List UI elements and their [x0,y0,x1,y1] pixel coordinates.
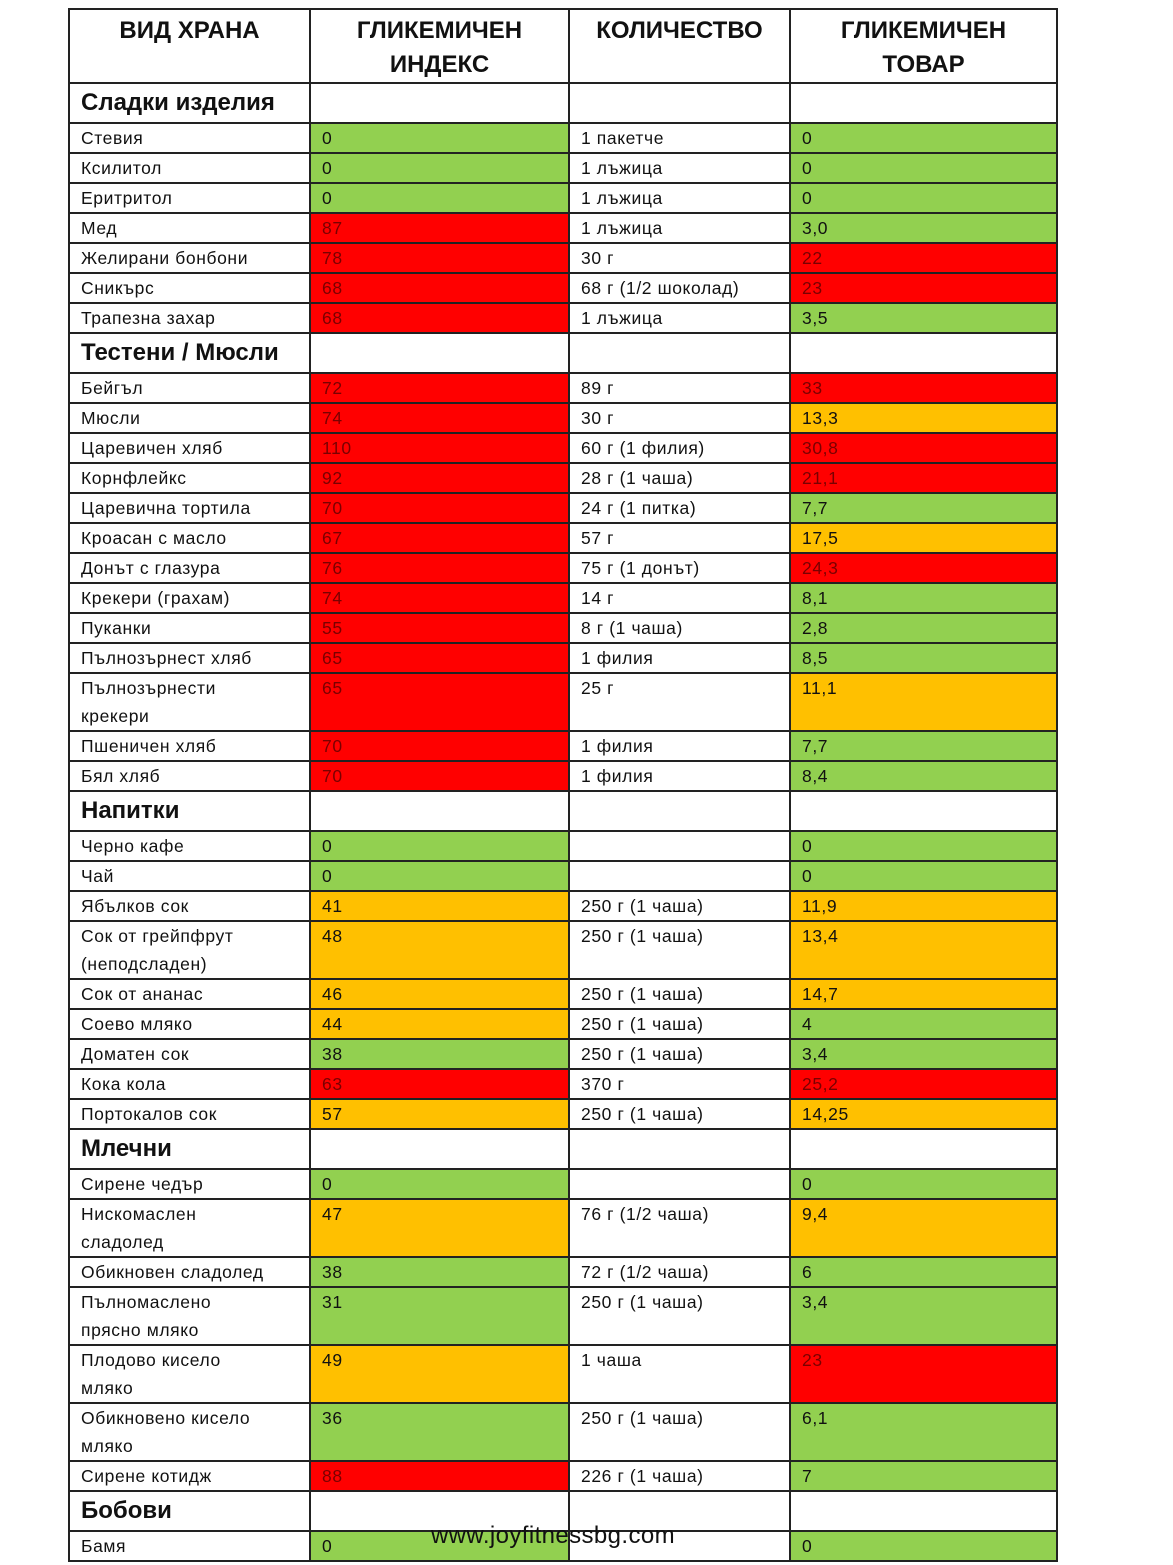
food-name: Пшеничен хляб [69,731,310,761]
glycemic-load-cell: 23 [790,273,1057,303]
table-row [69,373,1057,403]
glycemic-load-cell: 7,7 [790,493,1057,523]
quantity-cell: 250 г (1 чаша) [569,979,790,1009]
empty-cell [310,791,569,831]
food-name: Ксилитол [69,153,310,183]
category-row [69,83,1057,123]
quantity-cell: 30 г [569,403,790,433]
table-row [69,433,1057,463]
food-name: Ябълков сок [69,891,310,921]
glycemic-load-cell: 6,1 [790,1403,1057,1461]
food-name: Пълнозърнести крекери [69,673,310,731]
quantity-cell: 68 г (1/2 шоколад) [569,273,790,303]
glycemic-index-cell: 70 [310,731,569,761]
table-row [69,1069,1057,1099]
glycemic-load-cell: 3,5 [790,303,1057,333]
table-row [69,891,1057,921]
food-name: Кока кола [69,1069,310,1099]
category-row [69,333,1057,373]
table-row [69,463,1057,493]
glycemic-index-cell: 87 [310,213,569,243]
glycemic-load-cell: 13,4 [790,921,1057,979]
empty-cell [310,1129,569,1169]
glycemic-index-cell: 74 [310,403,569,433]
header-food-type: ВИД ХРАНА [69,9,310,83]
empty-cell [569,83,790,123]
food-name: Еритритол [69,183,310,213]
category-title: Млечни [69,1129,310,1169]
glycemic-index-cell: 48 [310,921,569,979]
food-name: Пълнозърнест хляб [69,643,310,673]
quantity-cell: 1 филия [569,761,790,791]
quantity-cell: 250 г (1 чаша) [569,921,790,979]
quantity-cell: 250 г (1 чаша) [569,1039,790,1069]
glycemic-load-cell: 8,1 [790,583,1057,613]
empty-cell [569,333,790,373]
glycemic-load-cell: 0 [790,123,1057,153]
table-row [69,273,1057,303]
glycemic-load-cell: 33 [790,373,1057,403]
glycemic-index-cell: 65 [310,643,569,673]
glycemic-load-cell: 21,1 [790,463,1057,493]
quantity-cell: 8 г (1 чаша) [569,613,790,643]
glycemic-index-cell: 74 [310,583,569,613]
food-name: Обикновено кисело мляко [69,1403,310,1461]
glycemic-index-cell: 0 [310,1169,569,1199]
glycemic-load-cell: 7 [790,1461,1057,1491]
quantity-cell: 250 г (1 чаша) [569,891,790,921]
quantity-cell: 226 г (1 чаша) [569,1461,790,1491]
glycemic-load-cell: 0 [790,861,1057,891]
food-name: Царевичен хляб [69,433,310,463]
glycemic-index-cell: 31 [310,1287,569,1345]
empty-cell [790,333,1057,373]
food-name: Мюсли [69,403,310,433]
empty-cell [790,1129,1057,1169]
quantity-cell: 60 г (1 филия) [569,433,790,463]
quantity-cell: 1 лъжица [569,303,790,333]
empty-cell [790,83,1057,123]
table-row [69,731,1057,761]
glycemic-index-cell: 0 [310,831,569,861]
glycemic-index-cell: 41 [310,891,569,921]
empty-cell [569,1129,790,1169]
table-row [69,403,1057,433]
glycemic-index-cell: 70 [310,761,569,791]
food-name: Черно кафе [69,831,310,861]
category-title: Сладки изделия [69,83,310,123]
glycemic-index-cell: 0 [310,183,569,213]
table-row [69,673,1057,731]
glycemic-load-cell: 24,3 [790,553,1057,583]
food-name: Чай [69,861,310,891]
food-name: Доматен сок [69,1039,310,1069]
table-row [69,303,1057,333]
glycemic-index-cell: 38 [310,1039,569,1069]
glycemic-index-cell: 44 [310,1009,569,1039]
glycemic-load-cell: 11,9 [790,891,1057,921]
food-name: Бял хляб [69,761,310,791]
glycemic-load-cell: 14,25 [790,1099,1057,1129]
glycemic-index-cell: 0 [310,1531,569,1561]
food-name: Нискомаслен сладолед [69,1199,310,1257]
quantity-cell [569,831,790,861]
header-quantity: КОЛИЧЕСТВО [569,9,790,83]
quantity-cell: 1 лъжица [569,213,790,243]
table-row [69,761,1057,791]
quantity-cell: 89 г [569,373,790,403]
quantity-cell: 370 г [569,1069,790,1099]
quantity-cell: 25 г [569,673,790,731]
glycemic-index-cell: 92 [310,463,569,493]
table-body [69,83,1057,1561]
glycemic-index-cell: 68 [310,273,569,303]
quantity-cell: 250 г (1 чаша) [569,1009,790,1039]
food-name: Сникърс [69,273,310,303]
food-name: Донът с глазура [69,553,310,583]
table-row [69,979,1057,1009]
table-row [69,861,1057,891]
empty-cell [310,333,569,373]
food-name: Пуканки [69,613,310,643]
food-name: Корнфлейкс [69,463,310,493]
category-title: Тестени / Мюсли [69,333,310,373]
quantity-cell: 250 г (1 чаша) [569,1403,790,1461]
glycemic-load-cell: 7,7 [790,731,1057,761]
glycemic-load-cell: 8,5 [790,643,1057,673]
glycemic-load-cell: 0 [790,1169,1057,1199]
glycemic-index-cell: 36 [310,1403,569,1461]
quantity-cell: 30 г [569,243,790,273]
table-row [69,1345,1057,1403]
table-row [69,643,1057,673]
glycemic-load-cell: 22 [790,243,1057,273]
food-name: Сирене котидж [69,1461,310,1491]
quantity-cell: 72 г (1/2 чаша) [569,1257,790,1287]
food-name: Сирене чедър [69,1169,310,1199]
food-name: Сок от ананас [69,979,310,1009]
food-name: Бамя [69,1531,310,1561]
food-name: Кроасан с масло [69,523,310,553]
quantity-cell: 250 г (1 чаша) [569,1287,790,1345]
table-row [69,183,1057,213]
table-row [69,213,1057,243]
food-name: Мед [69,213,310,243]
glycemic-load-cell: 14,7 [790,979,1057,1009]
glycemic-index-cell: 70 [310,493,569,523]
glycemic-index-cell: 57 [310,1099,569,1129]
table-row [69,1287,1057,1345]
table-row [69,243,1057,273]
glycemic-load-cell: 23 [790,1345,1057,1403]
empty-cell [790,791,1057,831]
table-row [69,583,1057,613]
glycemic-load-cell: 3,4 [790,1039,1057,1069]
glycemic-load-cell: 8,4 [790,761,1057,791]
glycemic-index-cell: 88 [310,1461,569,1491]
glycemic-load-cell: 2,8 [790,613,1057,643]
glycemic-table [68,8,1058,1562]
quantity-cell: 1 чаша [569,1345,790,1403]
glycemic-load-cell: 3,0 [790,213,1057,243]
category-row [69,1129,1057,1169]
table-row [69,1009,1057,1039]
category-row [69,791,1057,831]
header-row [69,9,1057,83]
table-row [69,553,1057,583]
quantity-cell: 57 г [569,523,790,553]
glycemic-load-cell: 0 [790,1531,1057,1561]
glycemic-index-cell: 78 [310,243,569,273]
food-name: Пълномаслено прясно мляко [69,1287,310,1345]
table-row [69,831,1057,861]
glycemic-index-cell: 110 [310,433,569,463]
food-name: Обикновен сладолед [69,1257,310,1287]
food-name: Портокалов сок [69,1099,310,1129]
glycemic-load-cell: 3,4 [790,1287,1057,1345]
category-title: Бобови [69,1491,310,1531]
glycemic-load-cell: 0 [790,183,1057,213]
header-glycemic-load: ГЛИКЕМИЧЕН ТОВАР [790,9,1057,83]
quantity-cell [569,861,790,891]
empty-cell [569,791,790,831]
glycemic-load-cell: 13,3 [790,403,1057,433]
glycemic-index-cell: 38 [310,1257,569,1287]
website-footer: www.joyfitnessbg.com [430,1522,676,1549]
glycemic-index-cell: 0 [310,861,569,891]
food-name: Стевия [69,123,310,153]
glycemic-index-cell: 65 [310,673,569,731]
quantity-cell [569,1169,790,1199]
table-row [69,153,1057,183]
table-row [69,523,1057,553]
glycemic-index-cell: 46 [310,979,569,1009]
food-name: Соево мляко [69,1009,310,1039]
quantity-cell: 1 пакетче [569,123,790,153]
table-row [69,1257,1057,1287]
quantity-cell: 1 филия [569,731,790,761]
glycemic-index-cell: 49 [310,1345,569,1403]
food-name: Сок от грейпфрут (неподсладен) [69,921,310,979]
glycemic-index-cell: 0 [310,123,569,153]
quantity-cell: 24 г (1 питка) [569,493,790,523]
glycemic-index-cell: 67 [310,523,569,553]
quantity-cell: 14 г [569,583,790,613]
glycemic-load-cell: 17,5 [790,523,1057,553]
empty-cell [310,83,569,123]
glycemic-index-cell: 63 [310,1069,569,1099]
quantity-cell: 1 лъжица [569,153,790,183]
glycemic-index-cell: 68 [310,303,569,333]
glycemic-index-cell: 72 [310,373,569,403]
food-name: Желирани бонбони [69,243,310,273]
glycemic-index-cell: 76 [310,553,569,583]
food-name: Бейгъл [69,373,310,403]
table-row [69,1461,1057,1491]
glycemic-load-cell: 9,4 [790,1199,1057,1257]
glycemic-index-cell: 47 [310,1199,569,1257]
quantity-cell: 250 г (1 чаша) [569,1099,790,1129]
glycemic-load-cell: 25,2 [790,1069,1057,1099]
table-row [69,1199,1057,1257]
food-name: Трапезна захар [69,303,310,333]
table-row [69,493,1057,523]
quantity-cell: 76 г (1/2 чаша) [569,1199,790,1257]
table-row [69,1039,1057,1069]
table-row [69,613,1057,643]
glycemic-index-cell: 0 [310,153,569,183]
food-name: Крекери (грахам) [69,583,310,613]
glycemic-load-cell: 4 [790,1009,1057,1039]
glycemic-load-cell: 30,8 [790,433,1057,463]
glycemic-load-cell: 0 [790,831,1057,861]
table-row [69,1099,1057,1129]
glycemic-load-cell: 0 [790,153,1057,183]
glycemic-load-cell: 11,1 [790,673,1057,731]
glycemic-load-cell: 6 [790,1257,1057,1287]
food-name: Плодово кисело мляко [69,1345,310,1403]
quantity-cell: 1 филия [569,643,790,673]
header-glycemic-index: ГЛИКЕМИЧЕН ИНДЕКС [310,9,569,83]
glycemic-index-cell: 55 [310,613,569,643]
quantity-cell: 75 г (1 донът) [569,553,790,583]
quantity-cell: 28 г (1 чаша) [569,463,790,493]
table-row [69,1169,1057,1199]
food-name: Царевична тортила [69,493,310,523]
table-row [69,123,1057,153]
table-row [69,921,1057,979]
category-title: Напитки [69,791,310,831]
quantity-cell: 1 лъжица [569,183,790,213]
table-row [69,1403,1057,1461]
